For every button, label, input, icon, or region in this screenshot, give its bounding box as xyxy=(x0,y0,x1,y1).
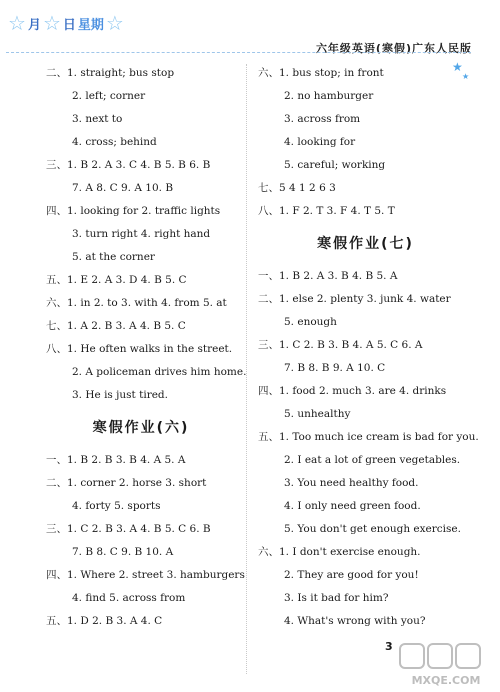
watermark-text: MXQE.COM xyxy=(411,674,481,687)
header-divider xyxy=(6,52,471,53)
answer-line: 5. at the corner xyxy=(72,251,155,263)
star-icon: ☆ xyxy=(105,11,124,35)
answer-line: 4. What's wrong with you? xyxy=(284,615,426,627)
answer-line: 4. looking for xyxy=(284,136,356,148)
answer-line: 四、1. looking for 2. traffic lights xyxy=(46,205,221,217)
answer-line: 5. unhealthy xyxy=(284,408,351,420)
answer-line: 2. I eat a lot of green vegetables. xyxy=(284,454,461,466)
answer-line: 六、1. in 2. to 3. with 4. from 5. at xyxy=(46,297,227,309)
book-title: 六年级英语(寒假)广东人民版 xyxy=(315,42,472,55)
answer-list-right-seven xyxy=(258,265,479,633)
answer-line: 3. across from xyxy=(284,113,361,125)
page-header xyxy=(0,0,500,55)
answer-list-left xyxy=(46,62,247,407)
answer-line: 五、1. Too much ice cream is bad for you. xyxy=(258,431,479,443)
answer-line: 四、1. food 2. much 3. are 4. drinks xyxy=(258,385,447,397)
answer-line: 4. I only need green food. xyxy=(284,500,421,512)
answer-line: 3. He is just tired. xyxy=(72,389,168,401)
section-title-six: 寒假作业(六) xyxy=(92,420,190,436)
answer-line: 五、1. D 2. B 3. A 4. C xyxy=(46,615,163,627)
day-label: 日 xyxy=(62,17,76,33)
watermark-logo xyxy=(398,642,494,688)
answer-line: 4. forty 5. sports xyxy=(72,500,161,512)
answer-line: 二、1. corner 2. horse 3. short xyxy=(46,477,207,489)
answer-list-right xyxy=(258,62,473,223)
star-icon: ☆ xyxy=(8,11,26,35)
star-icon: ☆ xyxy=(42,11,61,35)
answer-line: 2. A policeman drives him home. xyxy=(72,366,247,378)
right-column xyxy=(258,62,479,633)
page-number: 3 xyxy=(385,640,393,653)
answer-line: 2. They are good for you! xyxy=(284,569,419,581)
answer-line: 5. enough xyxy=(284,316,337,328)
answer-line: 3. next to xyxy=(72,113,123,125)
answer-line: 一、1. B 2. A 3. B 4. B 5. A xyxy=(258,270,398,282)
answer-line: 二、1. else 2. plenty 3. junk 4. water xyxy=(258,293,451,305)
sparkle-star-icon: ★ xyxy=(452,60,463,74)
month-label: 月 xyxy=(27,17,41,33)
answer-line: 2. no hamburger xyxy=(284,90,374,102)
answer-line: 3. You need healthy food. xyxy=(284,477,419,489)
answer-line: 七、5 4 1 2 6 3 xyxy=(258,182,336,194)
sparkle-star-icon: ★ xyxy=(462,72,470,81)
answer-list-left-six xyxy=(46,449,245,633)
answer-line: 5. You don't get enough exercise. xyxy=(284,523,461,535)
answer-line: 5. careful; working xyxy=(284,159,386,171)
answer-line: 一、1. B 2. B 3. B 4. A 5. A xyxy=(46,454,186,466)
section-title-seven: 寒假作业(七) xyxy=(317,236,414,252)
answer-line: 2. left; corner xyxy=(72,90,146,102)
date-box xyxy=(8,10,188,36)
answer-line: 八、1. F 2. T 3. F 4. T 5. T xyxy=(258,205,395,217)
weekday-label: 星期 xyxy=(77,17,104,33)
answer-line: 3. turn right 4. right hand xyxy=(72,228,211,240)
answer-line: 三、1. C 2. B 3. A 4. B 5. C 6. B xyxy=(46,523,211,535)
left-column xyxy=(46,62,247,633)
answer-line: 4. find 5. across from xyxy=(72,592,186,604)
answer-line: 7. B 8. C 9. B 10. A xyxy=(72,546,174,558)
answer-line: 7. B 8. B 9. A 10. C xyxy=(284,362,386,374)
answer-line: 3. Is it bad for him? xyxy=(284,592,389,604)
answer-line: 六、1. I don't exercise enough. xyxy=(258,546,421,558)
answer-line: 二、1. straight; bus stop xyxy=(46,67,175,79)
answer-line: 六、1. bus stop; in front xyxy=(258,67,384,79)
answer-line: 三、1. B 2. A 3. C 4. B 5. B 6. B xyxy=(46,159,211,171)
answer-line: 八、1. He often walks in the street. xyxy=(46,343,233,355)
answer-line: 七、1. A 2. B 3. A 4. B 5. C xyxy=(46,320,186,332)
answer-line: 4. cross; behind xyxy=(72,136,157,148)
answer-line: 三、1. C 2. B 3. B 4. A 5. C 6. A xyxy=(258,339,423,351)
answer-line: 7. A 8. C 9. A 10. B xyxy=(72,182,174,194)
answer-line: 四、1. Where 2. street 3. hamburgers xyxy=(46,569,245,581)
answer-line: 五、1. E 2. A 3. D 4. B 5. C xyxy=(46,274,187,286)
